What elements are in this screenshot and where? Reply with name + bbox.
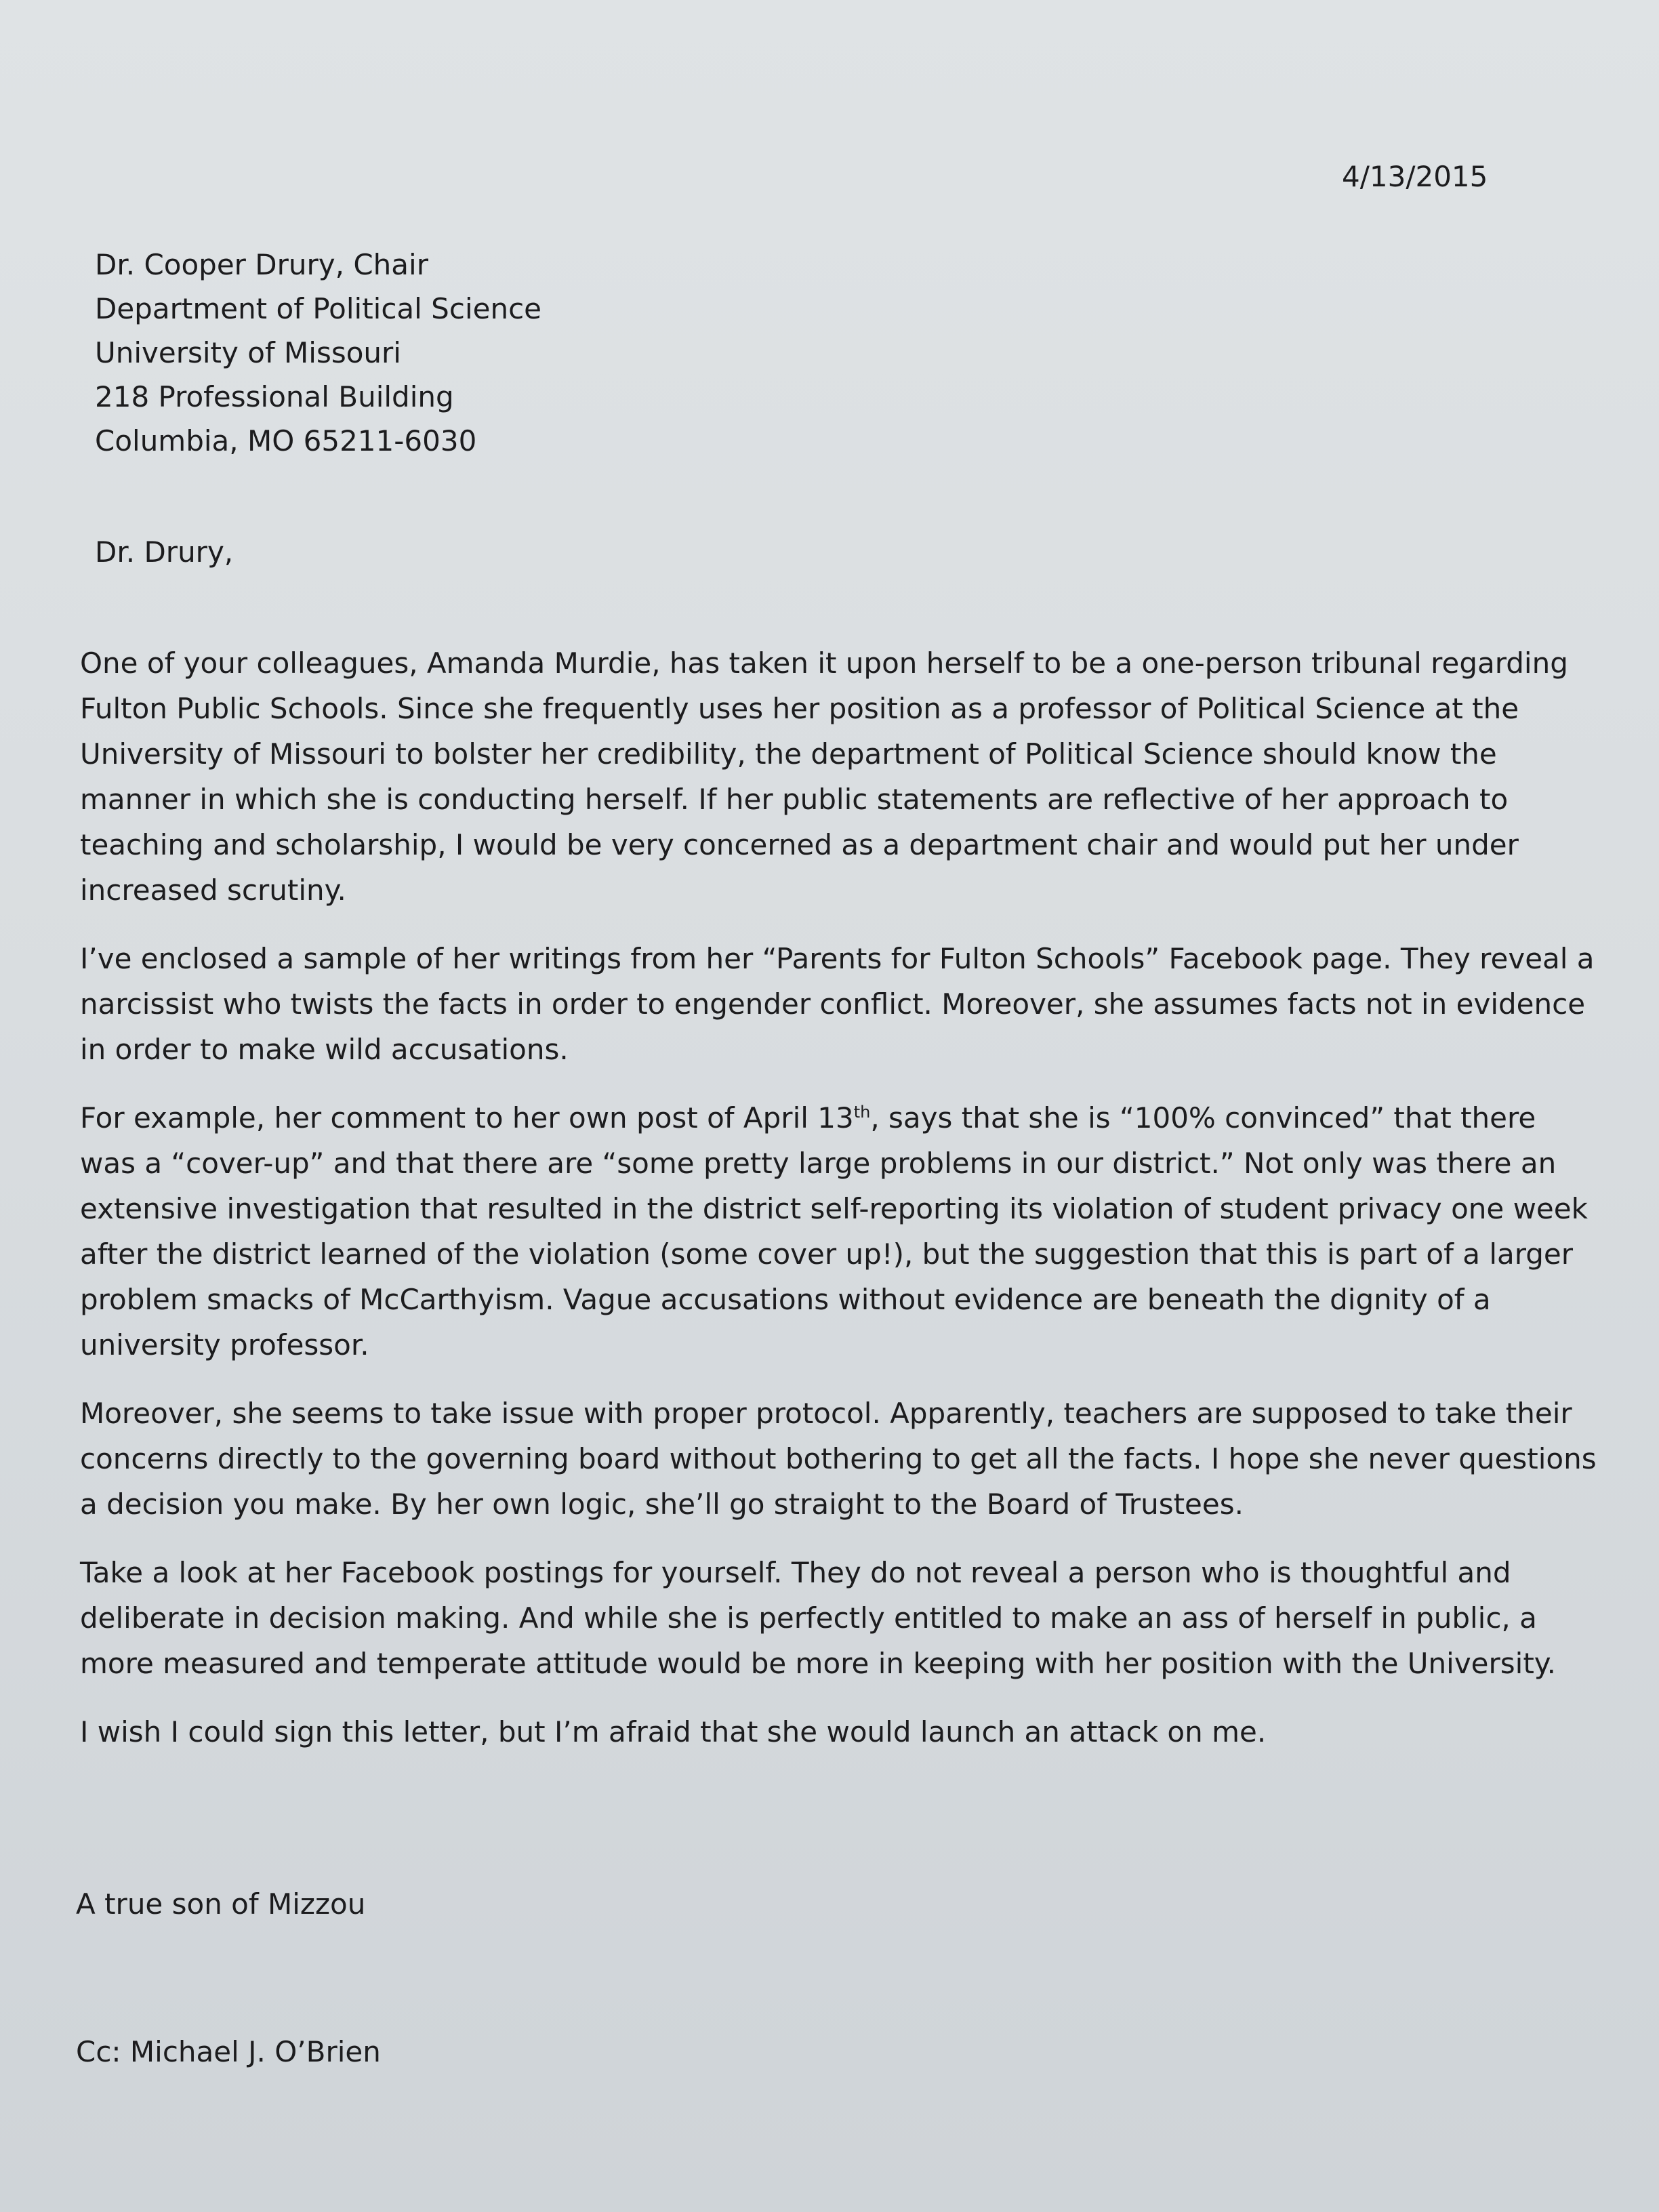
address-line: 218 Professional Building	[95, 380, 454, 413]
address-line: Columbia, MO 65211-6030	[95, 424, 477, 457]
address-line: University of Missouri	[95, 336, 401, 369]
paragraph-text: , says that she is “100% convinced” that there was a “cover-up” and that there are “some pretty large problems in our district.” Not only was there an extensive investigation that resulted in the district self-reporting its violation of student privacy one week after the district learned of the violation (some cover up!), but the suggestion that this is part of a larger problem smacks of McCarthyism. Vague accusations without evidence are beneath the dignity of a university professor.	[80, 1101, 1588, 1361]
body-paragraph: Moreover, she seems to take issue with proper protocol. Apparently, teachers are supposed to take their concerns directly to the governing board without bothering to get all the facts. I hope she never questions a decision you make. By her own logic, she’ll go straight to the Board of Trustees.	[80, 1397, 1597, 1521]
body-paragraph	[80, 1095, 1598, 1368]
body-paragraph: I’ve enclosed a sample of her writings from her “Parents for Fulton Schools” Facebook page. They reveal a narcissist who twists the facts in order to engender conflict. Moreover, she assumes facts not in evidence in order to make wild accusations.	[80, 942, 1595, 1066]
letter-date: 4/13/2015	[1342, 160, 1488, 193]
address-line: Dr. Cooper Drury, Chair	[95, 248, 428, 281]
recipient-address	[95, 243, 541, 463]
body-paragraph: Take a look at her Facebook postings for yourself. They do not reveal a person who is thoughtful and deliberate in decision making. And while she is perfectly entitled to make an ass of herself in public, a more measured and temperate attitude would be more in keeping with her position with the University.	[80, 1556, 1557, 1680]
address-line: Department of Political Science	[95, 292, 541, 325]
body-paragraph: One of your colleagues, Amanda Murdie, has taken it upon herself to be a one-person tribunal regarding Fulton Public Schools. Since she frequently uses her position as a professor of Political Science at the University of Missouri to bolster her credibility, the department of Political Science should know the manner in which she is conducting herself. If her public statements are reflective of her approach to teaching and scholarship, I would be very concerned as a department chair and would put her under increased scrutiny.	[80, 647, 1568, 907]
salutation: Dr. Drury,	[95, 535, 234, 569]
body-paragraph: I wish I could sign this letter, but I’m afraid that she would launch an attack on me.	[80, 1715, 1267, 1748]
cc-line: Cc: Michael J. O’Brien	[76, 2035, 381, 2068]
letter-body	[80, 640, 1598, 1778]
closing: A true son of Mizzou	[76, 1887, 366, 1921]
paragraph-text: For example, her comment to her own post of April 13	[80, 1101, 854, 1134]
ordinal-suffix: th	[853, 1103, 871, 1122]
